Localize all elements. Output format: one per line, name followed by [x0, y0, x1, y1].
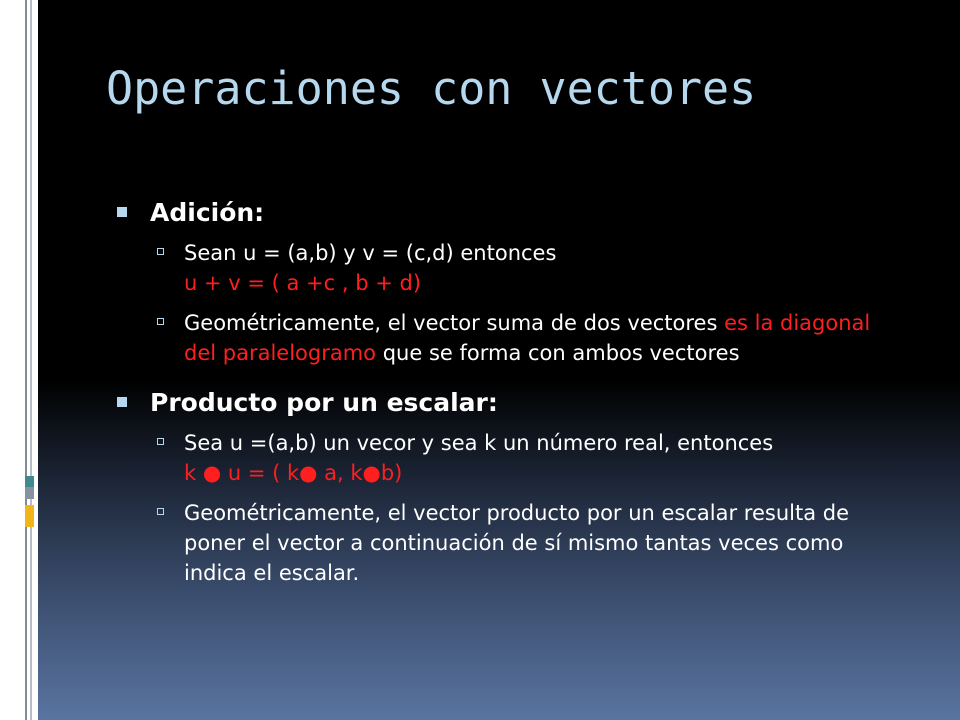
item-text: Geométricamente, el vector producto por un escalar resulta de poner el vector a continuación de sí mismo tantas veces como indica el escalar.	[184, 501, 850, 585]
list-item	[112, 308, 892, 368]
section-heading-adicion	[112, 194, 892, 232]
square-bullet-icon	[117, 207, 127, 217]
item-text: Geométricamente, el vector suma de dos vectores	[184, 311, 725, 335]
decorative-square	[25, 487, 34, 499]
item-text: Sea u =(a,b) un vecor y sea k un número real, entonces	[184, 431, 774, 455]
item-text: Sean u = (a,b) y v = (c,d) entonces	[184, 241, 557, 265]
section-heading-producto	[112, 384, 892, 422]
item-highlight: es la diagonal del paralelogramo	[184, 311, 871, 365]
decorative-line	[30, 0, 32, 720]
hollow-square-bullet-icon	[157, 318, 164, 325]
hollow-square-bullet-icon	[157, 508, 164, 515]
list-item	[112, 428, 892, 488]
hollow-square-bullet-icon	[157, 248, 164, 255]
decorative-line	[25, 0, 27, 720]
section-heading-label: Producto por un escalar:	[150, 388, 498, 417]
slide-title: Operaciones con vectores	[106, 62, 757, 115]
section-heading-label: Adición:	[150, 198, 265, 227]
list-item	[112, 238, 892, 298]
item-formula: k ● u = ( k● a, k●b)	[184, 461, 403, 485]
hollow-square-bullet-icon	[157, 438, 164, 445]
decorative-square	[25, 505, 34, 527]
slide-content	[112, 194, 892, 598]
left-decorative-band	[0, 0, 38, 720]
item-formula: u + v = ( a +c , b + d)	[184, 271, 422, 295]
item-text-continued: que se forma con ambos vectores	[376, 341, 740, 365]
square-bullet-icon	[117, 397, 127, 407]
list-item	[112, 498, 892, 588]
